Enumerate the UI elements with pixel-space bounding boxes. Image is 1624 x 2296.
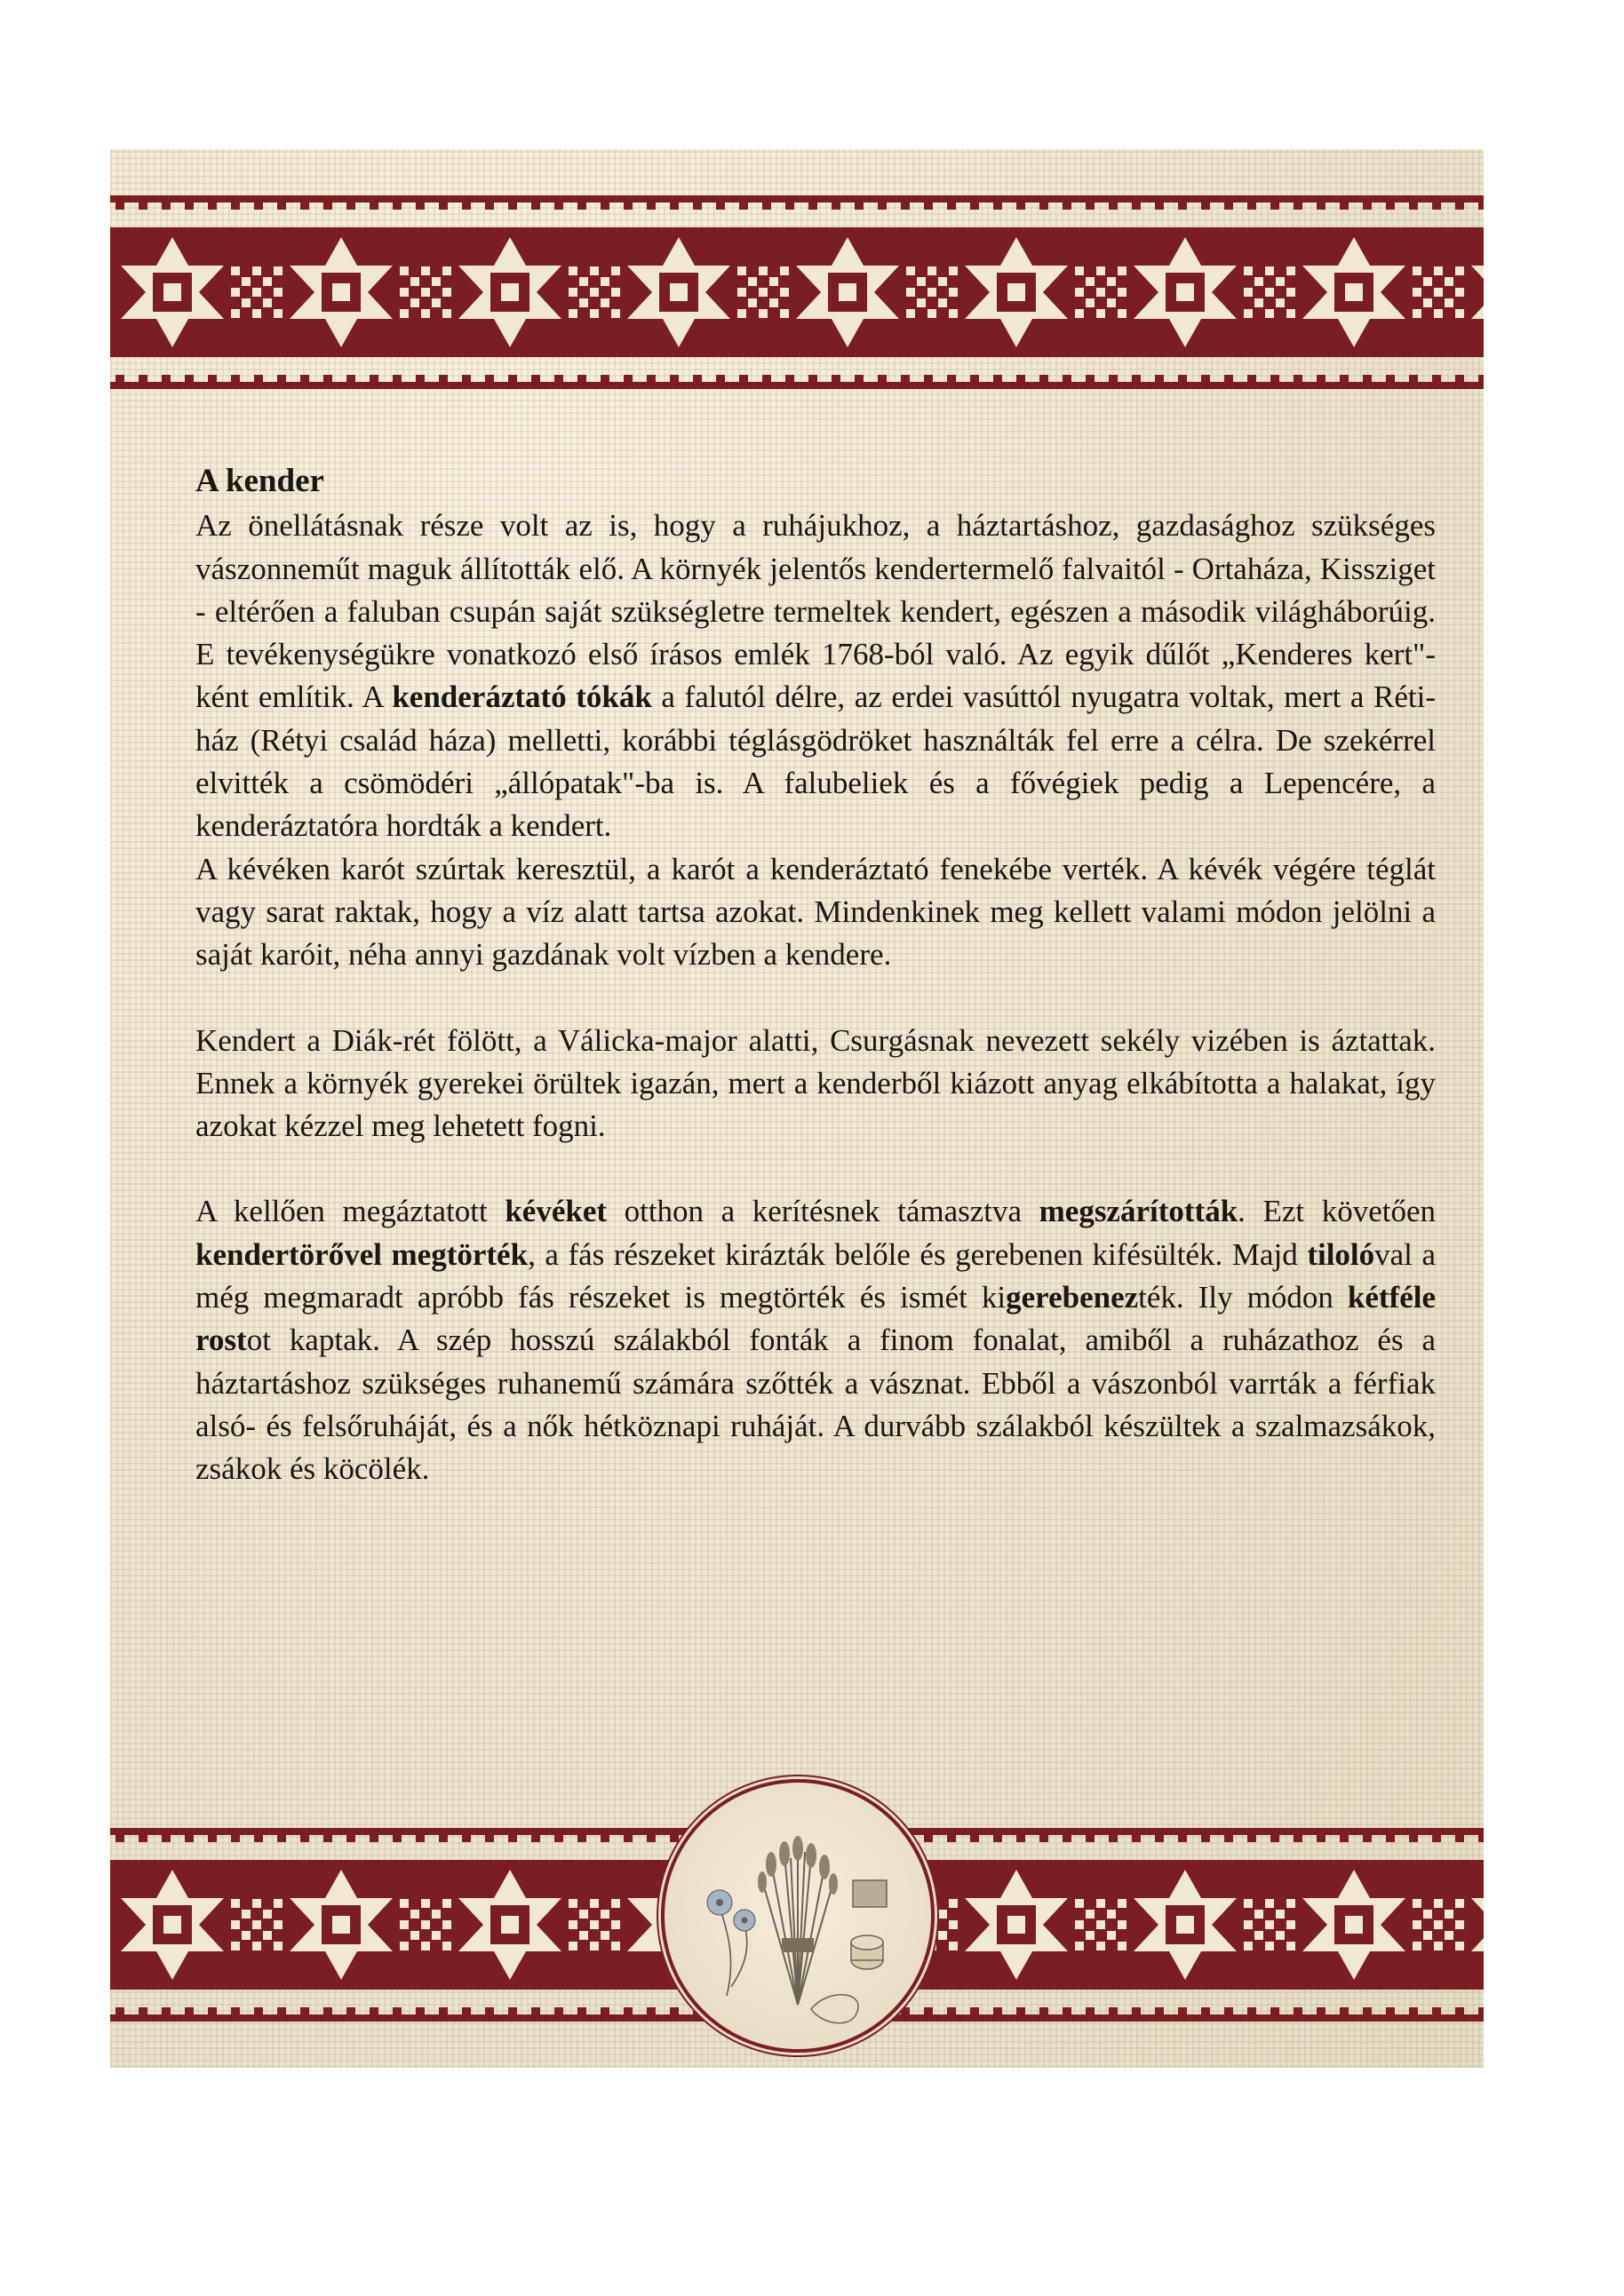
text-run: val a még megmaradt apróbb fás részeket is megtörték és ismét ki [195,1236,1437,1315]
top-embroidery-border [110,185,1484,398]
bold-term: tiloló [1307,1236,1375,1272]
article [195,460,1436,1491]
bold-term: kévéket [505,1194,608,1229]
text-run: ték. Ily módon [1138,1280,1348,1315]
page-title: A kender [195,463,324,499]
text-run: otthon a kerítésnek támasztva [607,1194,1039,1229]
article-body [195,504,1436,1490]
text-run: Az önellátásnak része volt az is, hogy a ruhájukhoz, a háztartáshoz, gazdasághoz szükséges vászonneműt maguk állították elő. A környék jelentős kendertermelő falvaitól - Ortaháza, Kissziget - eltérően a faluban csupán saját szükségletre termeltek kendert, egészen a második világháborúig. E tevékenységükre vonatkozó első írásos emlék 1768-ból való. Az egyik dűlőt „Kenderes kert"-ként említik. A [195,508,1436,715]
text-run: a falutól délre, az erdei vasúttól nyugatra voltak, mert a Réti-ház (Rétyi család háza) melletti, korábbi téglásgödröket használták fel erre a célra. De szekérrel elvitték a csömödéri „állópatak"-ba is. A falubeliek és a fővégiek pedig a Lepencére, a kenderáztatóra hordták a kendert. [195,679,1437,844]
text-run: . Ezt követően [1238,1194,1436,1229]
bold-term: kendertörővel megtörték [195,1236,529,1272]
paragraph [195,1190,1436,1490]
bold-term: kétféle rost [195,1280,1436,1358]
hemp-sheaf-illustration [665,1783,931,2049]
paragraph [195,504,1436,847]
bold-term: megszárították [1039,1194,1238,1229]
hemp-medallion [661,1779,935,2053]
text-run: A kévéken karót szúrtak keresztül, a karót a kenderáztató fenekébe verték. A kévék végére téglát vagy sarat raktak, hogy a víz alatt tartsa azokat. Mindenkinek meg kellett valami módon jelölni a saját karóit, néha annyi gazdának volt vízben a kendere. [195,851,1436,973]
paragraph [195,848,1436,977]
text-run: Kendert a Diák-rét fölött, a Válicka-major alatti, Csurgásnak nevezett sekély vizében is áztattak. Ennek a környék gyerekei örültek igazán, mert a kenderből kiázott anyag elkábította a halakat, így azokat kézzel meg lehetett fogni. [195,1022,1436,1144]
text-run: ot kaptak. A szép hosszú szálakból fonták a finom fonalat, amiből a ruházathoz és a háztartáshoz szükséges ruhanemű számára szőtték a vásznat. Ebből a vászonból varrták a férfiak alsó- és felsőruháját, és a nők hétköznapi ruháját. A durvább szálakból készültek a szalmazsákok, zsákok és köcölék. [195,1323,1436,1487]
text-run: A kellően megáztatott [195,1194,506,1229]
text-run: , a fás részeket kirázták belőle és gerebenen kifésülték. Majd [528,1236,1308,1272]
paragraph [195,1020,1436,1148]
bold-term: kenderáztató tókák [392,679,652,715]
bold-term: gerebenez [1006,1280,1139,1315]
linen-page [110,149,1484,2068]
